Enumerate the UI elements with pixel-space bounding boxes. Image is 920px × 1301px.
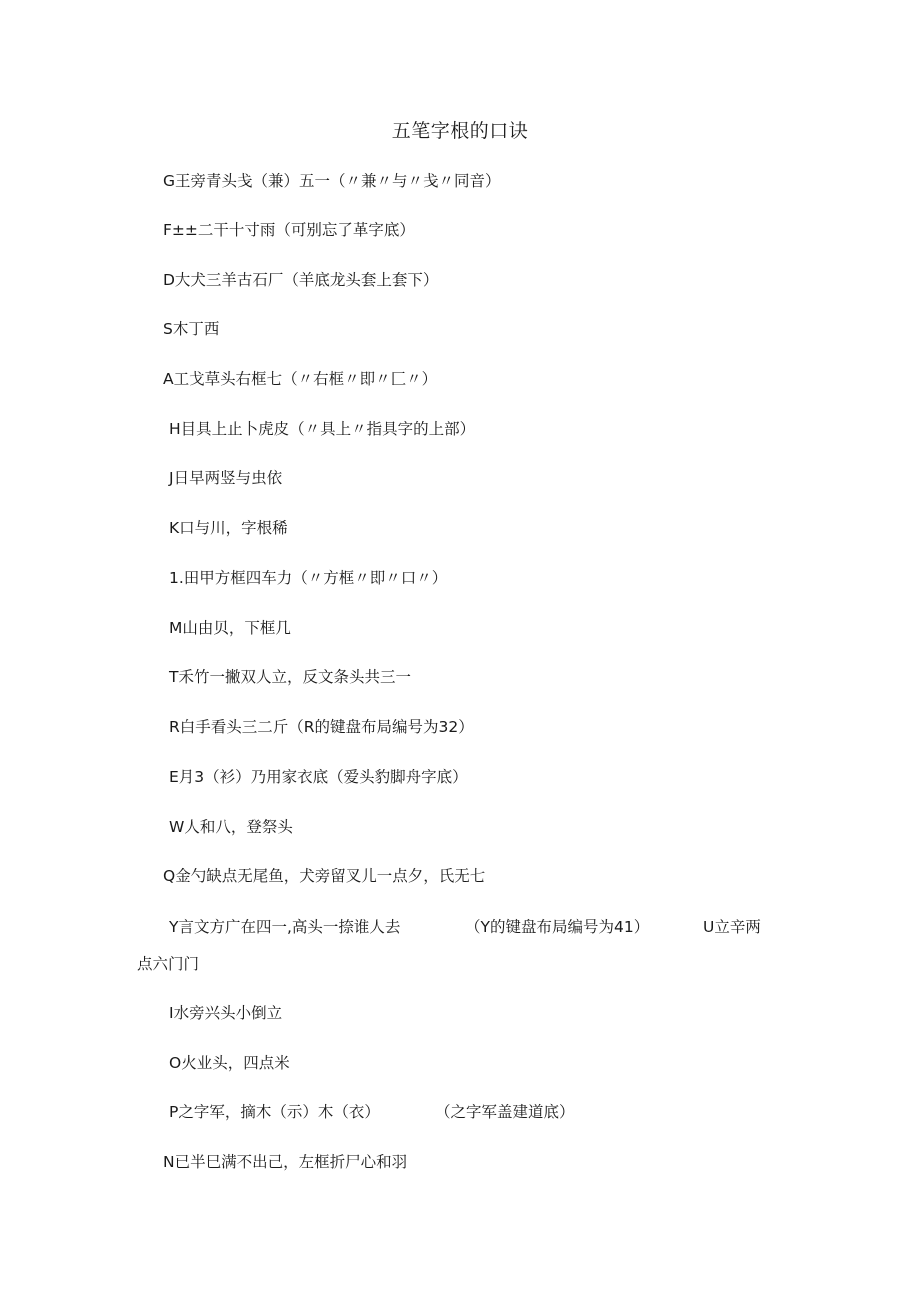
line-k: K口与川，字根稀 xyxy=(169,519,288,537)
line-y-note: （Y的键盘布局编号为41） xyxy=(465,918,650,936)
line-h: H目具上止卜虎皮（〃具上〃指具字的上部） xyxy=(169,420,476,438)
line-y: Y言文方广在四一,高头一捺谁人去 xyxy=(169,918,401,936)
line-d: D大犬三羊古石厂（羊底龙头套上套下） xyxy=(163,271,439,289)
line-e: E月3（衫）乃用家衣底（爱头豹脚舟字底） xyxy=(169,768,468,786)
line-a: A工戈草头右框七（〃右框〃即〃匚〃） xyxy=(163,370,438,388)
line-u-continued: 点六门门 xyxy=(137,955,200,973)
page-title: 五笔字根的口诀 xyxy=(391,120,529,142)
line-j: J日早两竖与虫依 xyxy=(169,469,283,487)
line-o: O火业头，四点米 xyxy=(169,1054,290,1072)
line-q: Q金勺缺点无尾鱼，犬旁留叉儿一点夕，氏无七 xyxy=(163,867,486,885)
line-u: U立辛两 xyxy=(703,918,761,936)
line-g: G王旁青头戋（兼）五一（〃兼〃与〃戋〃同音） xyxy=(163,172,501,190)
line-w: W人和八，登祭头 xyxy=(169,818,293,836)
line-i: I水旁兴头小倒立 xyxy=(169,1004,283,1022)
line-t: T禾竹一撇双人立，反文条头共三一 xyxy=(169,668,411,686)
line-s: S木丁西 xyxy=(163,320,220,338)
line-l: 1.田甲方框四车力（〃方框〃即〃口〃） xyxy=(169,569,448,587)
line-p: P之字军，摘木（示）木（衣） xyxy=(169,1103,380,1121)
line-n: N已半巳满不出己，左框折尸心和羽 xyxy=(163,1153,408,1171)
line-r: R白手看头三二斤（R的键盘布局编号为32） xyxy=(169,718,474,736)
line-p-note: （之字军盖建道底） xyxy=(435,1103,575,1121)
line-f: F±±二干十寸雨（可别忘了革字底） xyxy=(163,221,415,239)
line-m: M山由贝，下框几 xyxy=(169,619,291,637)
